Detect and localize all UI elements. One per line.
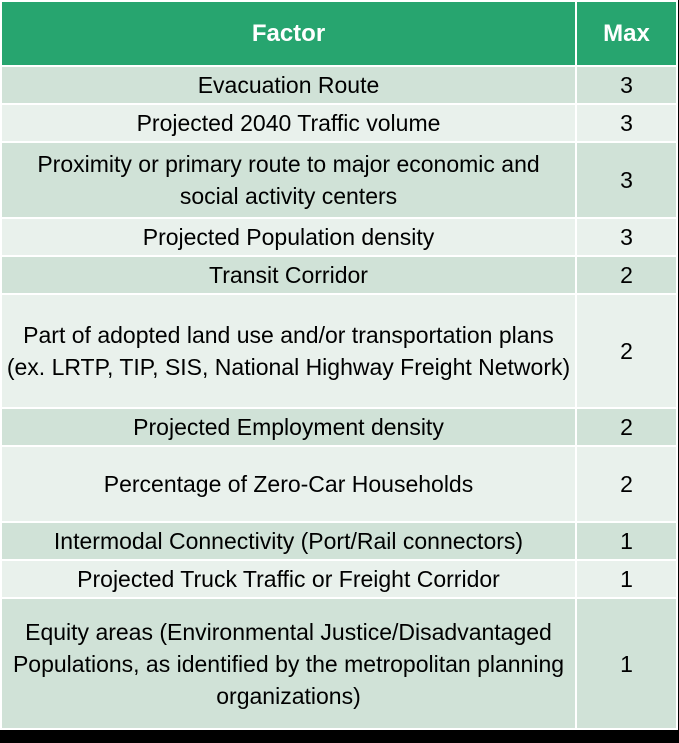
factor-cell: Part of adopted land use and/or transportation plans (ex. LRTP, TIP, SIS, National Highway Freight Network) (1, 294, 576, 408)
factor-cell: Transit Corridor (1, 256, 576, 294)
factor-cell: Proximity or primary route to major economic and social activity centers (1, 142, 576, 218)
factor-cell: Percentage of Zero-Car Households (1, 446, 576, 522)
max-cell: 1 (576, 522, 677, 560)
table-header-row (1, 1, 677, 66)
table-row (1, 66, 677, 104)
max-cell: 3 (576, 66, 677, 104)
max-cell: 3 (576, 218, 677, 256)
max-cell: 1 (576, 560, 677, 598)
table-row (1, 256, 677, 294)
table-row (1, 104, 677, 142)
max-cell: 2 (576, 256, 677, 294)
column-header-max: Max (576, 1, 677, 66)
max-cell: 3 (576, 104, 677, 142)
table-row (1, 446, 677, 522)
table-row (1, 598, 677, 729)
table-row (1, 522, 677, 560)
factor-cell: Evacuation Route (1, 66, 576, 104)
max-cell: 3 (576, 142, 677, 218)
factor-cell: Projected 2040 Traffic volume (1, 104, 576, 142)
table-row (1, 218, 677, 256)
table-row (1, 294, 677, 408)
max-cell: 2 (576, 446, 677, 522)
table-row (1, 408, 677, 446)
factor-cell: Projected Truck Traffic or Freight Corridor (1, 560, 576, 598)
table-row (1, 142, 677, 218)
column-header-factor: Factor (1, 1, 576, 66)
factor-cell: Projected Population density (1, 218, 576, 256)
max-cell: 1 (576, 598, 677, 729)
factor-cell: Intermodal Connectivity (Port/Rail connectors) (1, 522, 576, 560)
max-cell: 2 (576, 294, 677, 408)
max-cell: 2 (576, 408, 677, 446)
table-row (1, 560, 677, 598)
factor-cell: Equity areas (Environmental Justice/Disadvantaged Populations, as identified by the metropolitan planning organizations) (1, 598, 576, 729)
factor-cell: Projected Employment density (1, 408, 576, 446)
